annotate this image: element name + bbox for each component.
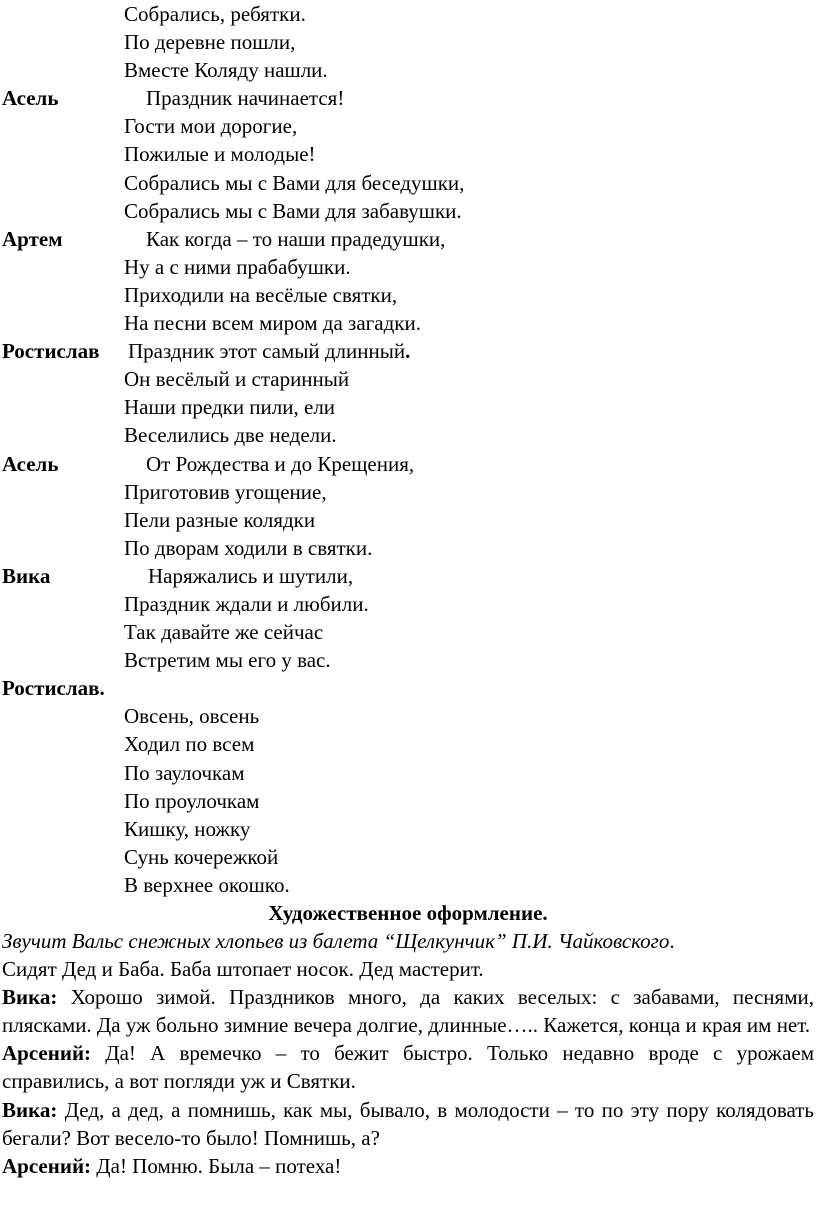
verse-line: [0, 112, 816, 140]
verse-line-bold-period: .: [405, 339, 411, 364]
speaker-name: Вика: [2, 563, 51, 588]
verse-line-text: Праздник начинается!: [146, 86, 345, 111]
verse-line: [0, 759, 816, 787]
verse-line: [0, 730, 816, 758]
verse-line-text: Наряжались и шутили,: [148, 563, 354, 588]
dialogue-paragraph: [2, 1039, 814, 1095]
verse-line: [0, 84, 816, 112]
dialogue-paragraph: [2, 1096, 814, 1152]
verse-line-text: По заулочкам: [124, 760, 245, 785]
verse-line-text: Приходили на весёлые святки,: [124, 282, 398, 307]
verse-line: [0, 843, 816, 871]
verse-line-text: На песни всем миром да загадки.: [124, 311, 421, 336]
verse-line-text: Овсень, овсень: [124, 704, 260, 729]
verse-line-text: В верхнее окошко.: [124, 872, 290, 897]
verse-line-text: От Рождества и до Крещения,: [146, 451, 415, 476]
verse-line: [0, 674, 816, 702]
verse-line-text: Кишку, ножку: [124, 816, 251, 841]
verse-line: [0, 56, 816, 84]
verse-line: [0, 253, 816, 281]
verse-line-text: Ну а с ними прабабушки.: [124, 254, 351, 279]
verse-line: [0, 393, 816, 421]
verse-line-text: По дворам ходили в святки.: [124, 535, 373, 560]
verse-line: [0, 197, 816, 225]
section-heading: Художественное оформление.: [268, 901, 548, 925]
verse-line: [0, 169, 816, 197]
verse-line-text: Он весёлый и старинный: [124, 367, 350, 392]
verse-line-text: [128, 337, 410, 365]
verse-line-text: Ходил по всем: [124, 732, 255, 757]
speaker-name: Ростислав: [2, 339, 100, 364]
verse-line-text: Праздник ждали и любили.: [124, 591, 369, 616]
verse-line: [0, 478, 816, 506]
verse-line-text: Собрались мы с Вами для забавушки.: [124, 198, 462, 223]
prose-section: [2, 927, 814, 1180]
speaker-name: Артем: [2, 226, 63, 251]
verse-line-text: Сунь кочережкой: [124, 844, 279, 869]
stage-direction-plain: Сидят Дед и Баба. Баба штопает носок. Дед мастерит.: [2, 957, 484, 982]
verse-line: [0, 787, 816, 815]
verse-line-text: Как когда – то наши прадедушки,: [146, 226, 446, 251]
verse-line: [0, 506, 816, 534]
verse-line: [0, 337, 816, 365]
verse-line-text: Так давайте же сейчас: [124, 620, 324, 645]
speaker-name: Асель: [2, 86, 59, 111]
verse-line-text: Веселились две недели.: [124, 423, 337, 448]
verse-line-text: По проулочкам: [124, 788, 260, 813]
verse-line: [0, 450, 816, 478]
verse-line: [0, 225, 816, 253]
verse-line: [0, 562, 816, 590]
dialogue-text: Да! Помню. Была – потеха!: [91, 1153, 342, 1178]
dialogue-text: Дед, а дед, а помнишь, как мы, бывало, в молодости – то по эту пору колядовать бегали? Вот весело-то было! Помнишь, а?: [2, 1097, 814, 1150]
dialogue-speaker: Вика:: [2, 1097, 58, 1122]
verse-line-body: Праздник этот самый длинный: [128, 339, 406, 364]
verse-line-text: Гости мои дорогие,: [124, 114, 298, 139]
speaker-name: Ростислав.: [2, 676, 105, 701]
verse-line: [0, 590, 816, 618]
verse-line-text: Приготовив угощение,: [124, 479, 327, 504]
stage-direction: [2, 927, 814, 955]
verse-line: [0, 421, 816, 449]
dialogue-paragraph: [2, 983, 814, 1039]
stage-direction-italic: Звучит Вальс снежных хлопьев из балета “Щелкунчик” П.И. Чайковского: [2, 929, 670, 953]
dialogue-speaker: Арсений:: [2, 1041, 92, 1066]
verse-line: [0, 309, 816, 337]
verse-line-text: Встретим мы его у вас.: [124, 648, 331, 673]
verse-line-text: Вместе Коляду нашли.: [124, 58, 328, 83]
verse-line: [0, 365, 816, 393]
verse-line: [0, 618, 816, 646]
verse-line: [0, 702, 816, 730]
verse-line-text: Пели разные колядки: [124, 507, 316, 532]
verse-line-text: По деревне пошли,: [124, 30, 296, 55]
verse-line-text: Собрались мы с Вами для беседушки,: [124, 170, 465, 195]
verse-line: [0, 0, 816, 28]
dialogue-speaker: Арсений:: [2, 1153, 92, 1178]
dialogue-text: Да! А времечко – то бежит быстро. Только недавно вроде с урожаем справились, а вот погляди уж и Святки.: [2, 1041, 814, 1094]
verse-line: [0, 815, 816, 843]
stage-direction-period: .: [669, 929, 675, 953]
verse-line: [0, 281, 816, 309]
dialogue-text: Хорошо зимой. Праздников много, да каких веселых: с забавами, песнями, плясками. Да уж больно зимние вечера долгие, длинные….. Кажется, конца и края им нет.: [2, 985, 814, 1038]
speaker-name: Асель: [2, 451, 59, 476]
verse-line-text: Наши предки пили, ели: [124, 395, 336, 420]
verse-line: [0, 534, 816, 562]
verse-line: [0, 28, 816, 56]
dialogue-speaker: Вика:: [2, 985, 58, 1010]
verse-line: [0, 140, 816, 168]
dialogue-paragraph: [2, 1152, 814, 1180]
verse-line-text: Собрались, ребятки.: [124, 2, 306, 26]
verse-line: [0, 871, 816, 899]
verse-line: [0, 646, 816, 674]
verse-line-text: Пожилые и молодые!: [124, 142, 316, 167]
